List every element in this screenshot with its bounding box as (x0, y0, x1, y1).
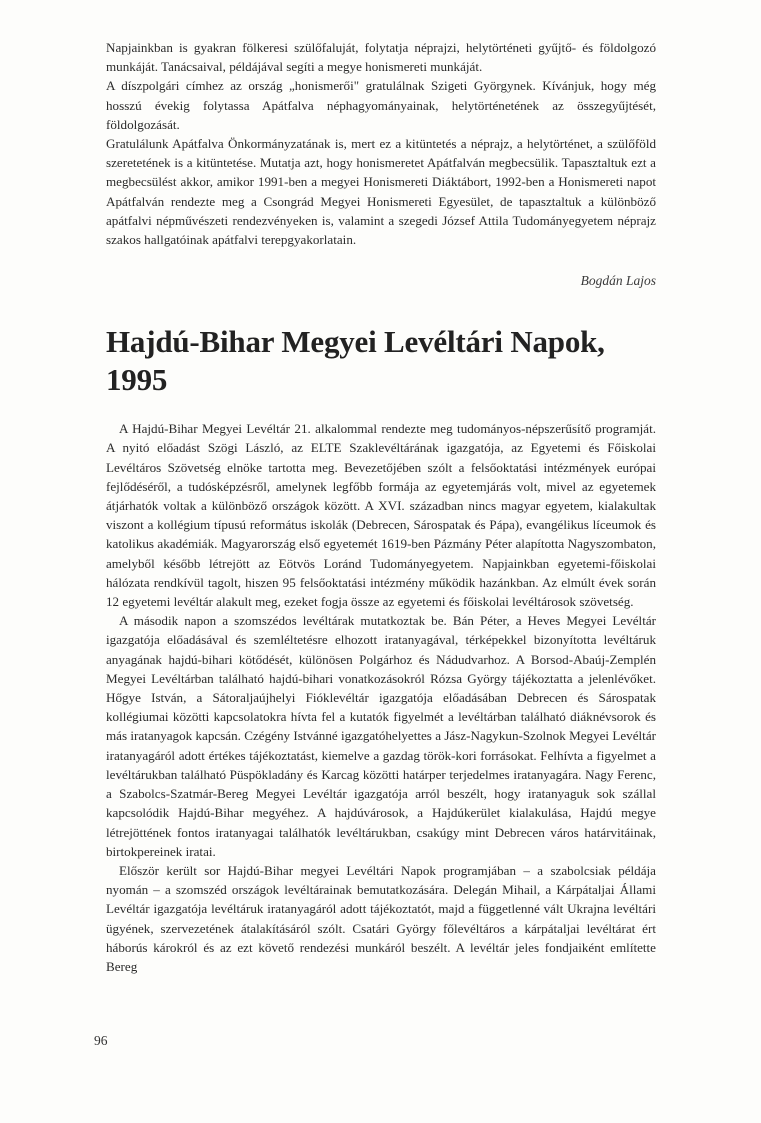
paragraph: Gratulálunk Apátfalva Önkormányzatának is, mert ez a kitüntetés a néprajz, a helytörténet, a szülőföld szeretetének is a kitüntetése. Mutatja azt, hogy honismeretet Apátfalván megbecsülik. Tapasztaltuk ezt a megbecsülést akkor, amikor 1991-ben a megyei Honismereti Diáktábort, 1992-ben a Honismereti napot Apátfalván rendezte meg a Csongrád Megyei Honismereti Egyesület, de tapasztaltuk a különböző apátfalvi népművészeti rendezvényeken is, valamint a szegedi József Attila Tudományegyetem néprajz szakos hallgatóinak apátfalvi terepgyakorlatain. (106, 136, 656, 248)
page-number: 96 (94, 1033, 108, 1048)
paragraph: Napjainkban is gyakran fölkeresi szülőfaluját, folytatja néprajzi, helytörténeti gyűjtő- és földolgozó munkáját. Tanácsaival, példájával segíti a megye honismereti munkáját. (106, 40, 656, 75)
article-title: Hajdú-Bihar Megyei Levéltári Napok, 1995 (106, 324, 605, 398)
page-body (106, 38, 656, 976)
paragraph: A Hajdú-Bihar Megyei Levéltár 21. alkalommal rendezte meg tudományos-népszerűsítő programját. A nyitó előadást Szögi László, az ELTE Szaklevéltárának igazgatója, az Egyetemi és Főiskolai Levéltáros Szövetség elnöke tartotta meg. Bevezetőjében szólt a felsőoktatási intézmények európai fejlődéséről, a tudósképzésről, amelynek legfőbb formája az egyetemjárás volt, mivel az egyetemek átjárhatók voltak a különböző országok között. A XVI. században nincs magyar egyetem, kialakultak viszont a kollégium típusú református iskolák (Debrecen, Sárospatak és Pápa), evangélikus líceumok és katolikus akadémiák. Magyarország első egyetemét 1619-ben Pázmány Péter alapította Nagyszombaton, amelyből később létrejött az Eötvös Loránd Tudományegyetem. Napjainkban egyetemi-főiskolai hálózata rendkívül tagolt, hiszen 95 felsőoktatási intézmény működik hazánkban. Az elmúlt évek során 12 egyetemi levéltár alakult meg, ezeket fogja össze az egyetemi és főiskolai levéltárosok szövetség. (106, 421, 656, 610)
paragraph: A díszpolgári címhez az ország „honismerői" gratulálnak Szigeti Györgynek. Kívánjuk, hogy még hosszú évekig folytassa Apátfalva néphagyományainak, helytörténetének az összegyűjtését, földolgozását. (106, 78, 656, 132)
paragraph: A második napon a szomszédos levéltárak mutatkoztak be. Bán Péter, a Heves Megyei Levéltár igazgatója előadásával és szemléltetésre elhozott iratanyagával, térképekkel bizonyította levéltáruk anyagának hajdú-bihari kötődését, különösen Polgárhoz és Nádudvarhoz. A Borsod-Abaúj-Zemplén Megyei Levéltárban található hajdú-bihari vonatkozásokról Rózsa György tájékoztatta a jelenlévőket. Hőgye István, a Sátoraljaújhelyi Fióklevéltár igazgatója előadásában Debrecen és Sárospatak kollégiumai közötti kapcsolatokra hívta fel a kutatók figyelmét a levéltárban található diáknévsorok és más iratanyagok kapcsán. Czégény Istvánné igazgatóhelyettes a Jász-Nagykun-Szolnok Megyei Levéltár iratanyagáról adott értékes tájékoztatást, kiemelve a gazdag török-kori forrásokat. Felhívta a figyelmet a levéltárukban található Püspökladány és Karcag közötti határper terjedelmes iratanyagára. Nagy Ferenc, a Szabolcs-Szatmár-Bereg Megyei Levéltár igazgatója arról beszélt, hogy iratanyaguk sok szállal kapcsolódik Hajdú-Bihar megyéhez. A hajdúvárosok, a Hajdúkerület kialakulása, Hajdú megye létrejöttének fontos iratanyagai találhatók levéltárukban, csakúgy mint Debrecen város határvitáinak, birtokpereinek iratai. (106, 613, 656, 859)
author-signature: Bogdán Lajos (580, 273, 656, 289)
paragraph: Először került sor Hajdú-Bihar megyei Levéltári Napok programjában – a szabolcsiak példája nyomán – a szomszéd országok levéltárainak bemutatkozására. Delegán Mihail, a Kárpátaljai Állami Levéltár igazgatója levéltáruk iratanyagáról adott tájékoztatót, majd a függetlenné vált Ukrajna levéltári ügyének, szervezetének átalakításáról szólt. Csatári György főlevéltáros a kárpátaljai levéltárat ért háborús károkról és az ezt követő rendezési munkáról beszélt. A levéltár jeles fondjaiként említette Bereg (106, 862, 656, 974)
